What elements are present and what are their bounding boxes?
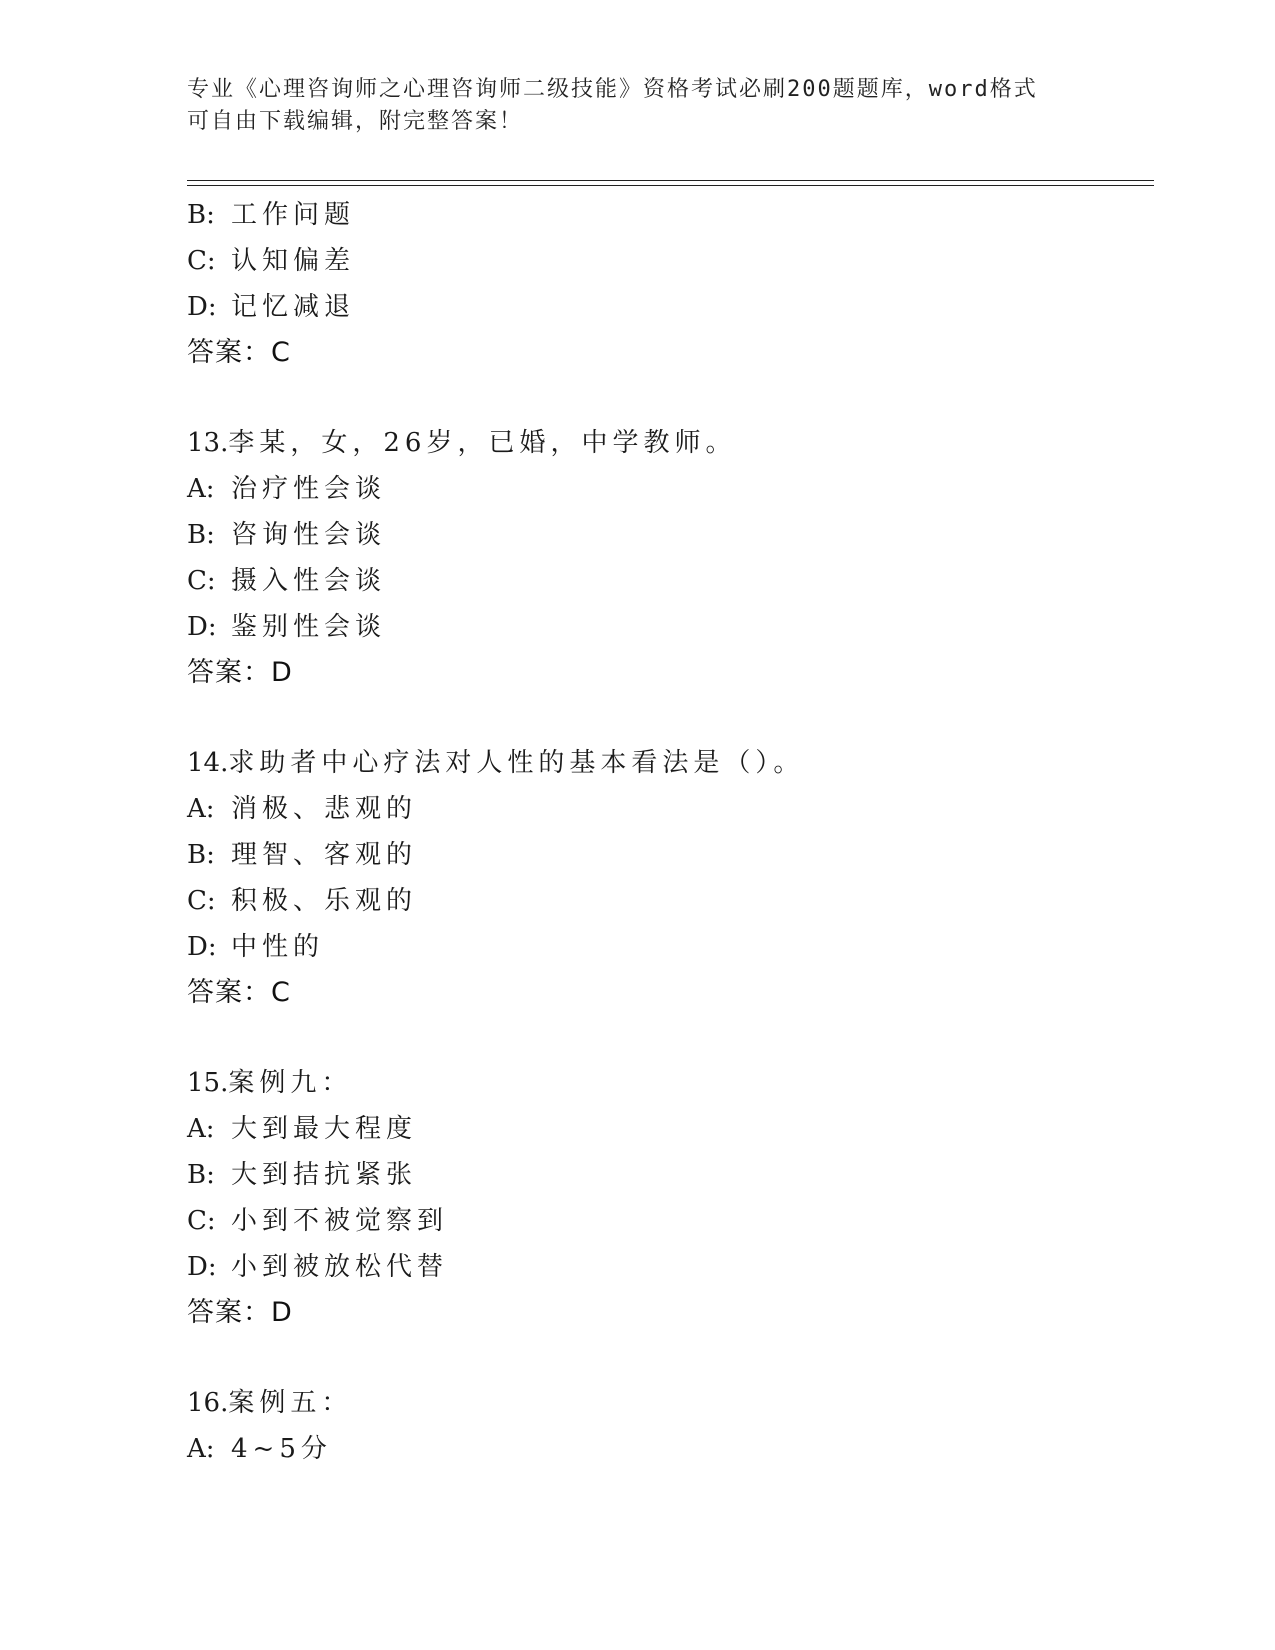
option-text: 认知偏差 bbox=[231, 246, 356, 276]
option-c bbox=[187, 238, 1147, 284]
option-text: 大到最大程度 bbox=[231, 1114, 418, 1144]
option-label: D: bbox=[187, 1252, 217, 1282]
question-text: 案例九： bbox=[228, 1068, 353, 1098]
option-label: C: bbox=[187, 566, 216, 596]
option-text: 记忆减退 bbox=[231, 292, 356, 322]
question-15 bbox=[187, 1060, 1147, 1336]
option-text: 治疗性会谈 bbox=[231, 474, 387, 504]
question-stem bbox=[187, 1380, 1147, 1426]
answer-line: 答案：C bbox=[187, 977, 291, 1008]
question-text: 李某，女，26岁，已婚，中学教师。 bbox=[228, 428, 737, 458]
option-a bbox=[187, 466, 1147, 512]
answer-line: 答案：D bbox=[187, 1297, 293, 1328]
option-d bbox=[187, 604, 1147, 650]
option-label: D: bbox=[187, 612, 217, 642]
question-number: 13. bbox=[187, 428, 229, 458]
option-label: C: bbox=[187, 1206, 216, 1236]
option-label: D: bbox=[187, 932, 217, 962]
option-label: B: bbox=[187, 1160, 215, 1190]
option-text: 小到被放松代替 bbox=[231, 1252, 449, 1282]
option-label: A: bbox=[187, 1434, 215, 1464]
header-divider-top bbox=[187, 180, 1154, 181]
option-a bbox=[187, 786, 1147, 832]
option-text: 理智、客观的 bbox=[231, 840, 418, 870]
question-12-continued bbox=[187, 192, 1147, 376]
question-13 bbox=[187, 420, 1147, 696]
option-d bbox=[187, 284, 1147, 330]
option-a bbox=[187, 1106, 1147, 1152]
option-b bbox=[187, 192, 1147, 238]
option-c bbox=[187, 878, 1147, 924]
option-label: D: bbox=[187, 292, 217, 322]
option-text: 鉴别性会谈 bbox=[231, 612, 387, 642]
question-list bbox=[187, 192, 1147, 1472]
option-label: C: bbox=[187, 246, 216, 276]
option-label: A: bbox=[187, 1114, 215, 1144]
option-text: 工作问题 bbox=[231, 200, 356, 230]
option-a bbox=[187, 1426, 1147, 1472]
question-number: 16. bbox=[187, 1388, 229, 1418]
question-number: 14. bbox=[187, 748, 229, 778]
answer-line: 答案：D bbox=[187, 657, 293, 688]
question-text: 求助者中心疗法对人性的基本看法是（）。 bbox=[228, 748, 805, 778]
question-text: 案例五： bbox=[228, 1388, 353, 1418]
question-14 bbox=[187, 740, 1147, 1016]
option-b bbox=[187, 832, 1147, 878]
answer-line: 答案：C bbox=[187, 337, 291, 368]
option-b bbox=[187, 512, 1147, 558]
question-number: 15. bbox=[187, 1068, 229, 1098]
option-text: 消极、悲观的 bbox=[231, 794, 418, 824]
option-c bbox=[187, 558, 1147, 604]
option-label: A: bbox=[187, 474, 215, 504]
document-header bbox=[187, 74, 1087, 138]
option-d bbox=[187, 924, 1147, 970]
option-c bbox=[187, 1198, 1147, 1244]
option-text: 4~5分 bbox=[231, 1434, 332, 1464]
option-text: 积极、乐观的 bbox=[231, 886, 418, 916]
header-line-1: 专业《心理咨询师之心理咨询师二级技能》资格考试必刷200题题库，word格式 bbox=[187, 77, 1038, 102]
question-stem bbox=[187, 740, 1147, 786]
option-text: 摄入性会谈 bbox=[231, 566, 387, 596]
option-text: 中性的 bbox=[231, 932, 325, 962]
question-stem bbox=[187, 1060, 1147, 1106]
option-label: C: bbox=[187, 886, 216, 916]
header-divider-bottom bbox=[187, 185, 1154, 186]
option-label: B: bbox=[187, 200, 215, 230]
option-text: 小到不被觉察到 bbox=[231, 1206, 449, 1236]
option-d bbox=[187, 1244, 1147, 1290]
option-text: 咨询性会谈 bbox=[231, 520, 387, 550]
option-label: A: bbox=[187, 794, 215, 824]
option-text: 大到拮抗紧张 bbox=[231, 1160, 418, 1190]
question-16 bbox=[187, 1380, 1147, 1472]
option-label: B: bbox=[187, 840, 215, 870]
option-label: B: bbox=[187, 520, 215, 550]
option-b bbox=[187, 1152, 1147, 1198]
question-stem bbox=[187, 420, 1147, 466]
header-line-2: 可自由下载编辑，附完整答案！ bbox=[187, 109, 524, 134]
